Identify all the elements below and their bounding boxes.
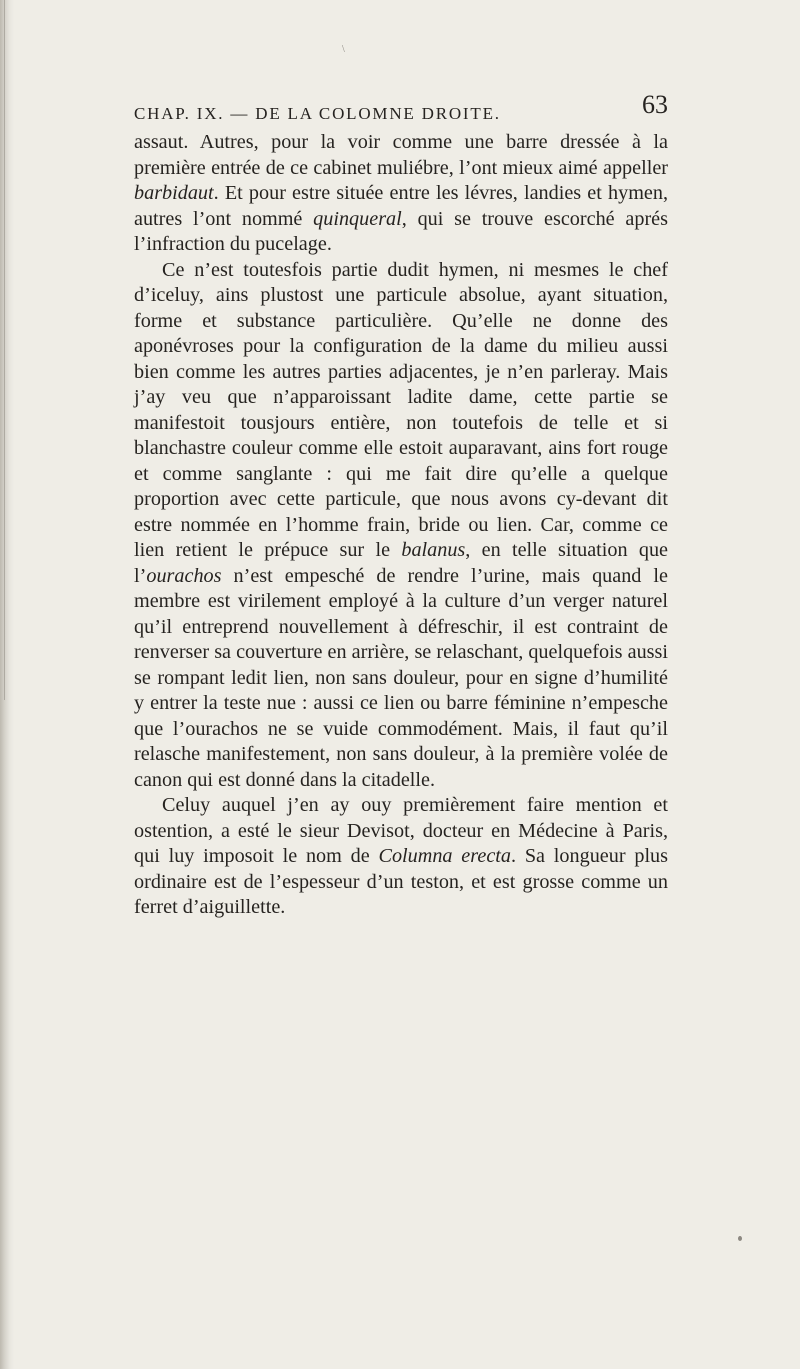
paragraph-3 <box>134 793 668 921</box>
text-run: Ce n’est toutesfois partie dudit hymen, ni mesmes le chef d’iceluy, ains plustost une particule absolue, ayant situation, forme et substance particulière. Qu’elle ne donne des aponévroses pour la configuration de la dame du milieu aussi bien comme les autres parties adjacentes, je n’en parleray. Mais j’ay veu que n’apparoissant ladite dame, cette partie se manifestoit tousjours entière, non toutefois de telle et si blanchastre couleur comme elle estoit auparavant, ains fort rouge et comme sanglante : qui me fait dire qu’elle a quelque proportion avec cette particule, que nous avons cy-devant dit estre nommée en l’homme frain, bride ou lien. Car, comme ce lien retient le prépuce sur le <box>134 258 668 561</box>
italic-term: ourachos <box>146 564 222 587</box>
paragraph-2 <box>134 258 668 794</box>
text-run: , qui se trouve escorché aprés l’infraction du pucelage. <box>134 207 668 255</box>
body-text <box>134 130 668 921</box>
italic-term: balanus <box>401 539 466 561</box>
gutter-line <box>4 0 5 700</box>
running-head: CHAP. IX. — DE LA COLOMNE DROITE. <box>134 104 501 123</box>
paragraph-1 <box>134 130 668 258</box>
text-run: , en telle situation que l’ <box>134 539 669 587</box>
italic-term: barbidaut <box>134 182 214 204</box>
text-run: . Et pour estre située entre les lévres, landies et hymen, autres l’ont nommé <box>134 182 668 230</box>
page-gutter-shadow <box>0 0 14 1369</box>
text-run: assaut. Autres, pour la voir comme une barre dressée à la première entrée de ce cabinet muliébre, l’ont mieux aimé appeller <box>134 131 668 179</box>
text-run: Celuy auquel j’en ay ouy premièrement faire mention et ostention, a esté le sieur Devisot, docteur en Médecine à Paris, qui luy imposoit le nom de <box>134 794 668 867</box>
text-run: . Sa longueur plus ordinaire est de l’espesseur d’un teston, et est grosse comme un ferret d’aiguillette. <box>134 845 669 918</box>
page-header <box>134 86 668 130</box>
italic-term: quinqueral <box>313 207 402 230</box>
page-number: 63 <box>642 90 668 119</box>
italic-term: Columna erecta <box>378 845 511 867</box>
paper-speck <box>738 1236 742 1241</box>
text-run: n’est empesché de rendre l’urine, mais quand le membre est virilement employé à la culture d’un verger naturel qu’il entreprend nouvellement à défreschir, il est contraint de renverser sa couverture en arrière, se relaschant, quelquefois aussi se rompant ledit lien, non sans douleur, pour en signe d’humilité y entrer la teste nue : aussi ce lien ou barre féminine n’empesche que l’ourachos ne se vuide commodément. Mais, il faut qu’il relasche manifestement, non sans douleur, à la première volée de canon qui est donné dans la citadelle. <box>134 564 668 791</box>
stray-mark: \ <box>342 44 345 55</box>
